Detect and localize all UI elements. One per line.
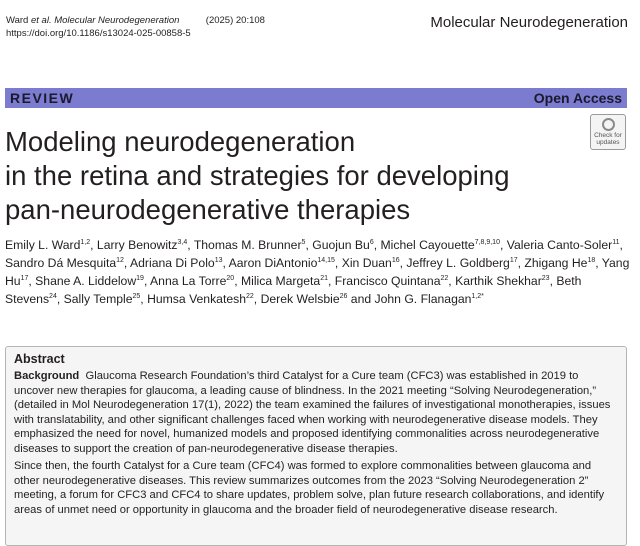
author-name[interactable]: Zhigang He (524, 256, 588, 270)
author-name[interactable]: Michel Cayouette (380, 238, 475, 252)
author-affiliation: 25 (132, 292, 141, 300)
author-affiliation: 14,15 (317, 256, 335, 264)
citation-journal: et al. Molecular Neurodegeneration (30, 15, 180, 26)
author-name[interactable]: Adriana Di Polo (130, 256, 215, 270)
author-name[interactable]: Sally Temple (63, 292, 133, 306)
author-name[interactable]: Karthik Shekhar (455, 274, 542, 288)
abstract-paragraph-1 (14, 369, 618, 456)
abstract-text-1: Glaucoma Research Foundation’s third Catalyst for a Cure team (CFC3) was established in 2019 to uncover new therapies for glaucoma, a leading cause of blindness. In the 2021 meeting “Solving Neurodegeneration,” (detailed in Mol Neurodegeneration 17(1), 2022) the team examined the failures of investigational monotherapies, issues with translatability, and other significant challenges faced when working with neurodegenerative disease models. They emphasized the need for novel, humanized models and proposed identifying commonalities across neurodegenerative diseases to support the creation of pan-neurodegenerative disease therapies. (14, 370, 611, 455)
author-affiliation: 18 (587, 256, 596, 264)
author-affiliation: 11 (612, 238, 620, 246)
author-name[interactable]: Valeria Canto-Soler (506, 238, 613, 252)
title-line-1: Modeling neurodegeneration (5, 126, 356, 157)
citation-block (6, 14, 265, 40)
author-name[interactable]: Xin Duan (341, 256, 392, 270)
author-affiliation: 24 (49, 292, 57, 300)
author-affiliation: 26 (339, 292, 348, 300)
author-affiliation: 7,8,9,10 (474, 238, 500, 246)
author-list: Emily L. Ward$^{1,2}$, Larry Benowitz$^{3,4}$, Thomas M. Brunner$^5$, Guojun Bu$^6$, Michel Cayouette$^{7,8,9,10}$, Valeria Canto-Soler$^{11}$, Sandro Dá Mesquita$^{12}$, Adriana Di Polo$^{13}$, Aaron DiAntonio$^{14,15}$, Xin Duan$^{16}$, Jeffrey L. Goldberg$^{17}$, Zhigang He$^{18}$, Yang Hu$^{17}$, Shane A. Liddelow$^{19}$, Anna La Torre$^{20}$, Milica Margeta$^{21}$, Francisco Quintana$^{22}$, Karthik Shekhar$^{23}$, Beth Stevens$^{24}$, Sally Temple$^{25}$, Humsa Venkatesh$^{22}$, Derek Welsbie$^{26}$ and John G. Flanagan$^{1,2*}$ (5, 238, 630, 306)
author-affiliation: 17 (20, 274, 29, 282)
author-name[interactable]: Beth Stevens (5, 274, 582, 306)
author-name[interactable]: Shane A. Liddelow (35, 274, 137, 288)
title-line-2: in the retina and strategies for developing (5, 160, 510, 191)
author-name[interactable]: Jeffrey L. Goldberg (406, 256, 510, 270)
author-name[interactable]: Anna La Torre (150, 274, 227, 288)
title-line-3: pan-neurodegenerative therapies (5, 194, 411, 225)
author-name[interactable]: Derek Welsbie (260, 292, 340, 306)
author-affiliation: 12 (116, 256, 124, 264)
journal-name: Molecular Neurodegeneration (430, 14, 628, 31)
author-affiliation: 3,4 (177, 238, 188, 246)
author-affiliation: 13 (214, 256, 223, 264)
check-for-updates-button[interactable] (590, 114, 626, 150)
author-affiliation: 1,2 (80, 238, 91, 246)
author-affiliation: 6 (369, 238, 374, 246)
abstract-heading: Abstract (14, 352, 65, 366)
author-affiliation: 20 (226, 274, 235, 282)
author-name[interactable]: John G. Flanagan (374, 292, 472, 306)
abstract-box (5, 346, 627, 546)
citation-year: (2025) 20:108 (205, 15, 265, 26)
author-name[interactable]: Francisco Quintana (334, 274, 441, 288)
author-affiliation: 23 (541, 274, 550, 282)
author-name[interactable]: Thomas M. Brunner (193, 238, 302, 252)
check-updates-line1: Check for (594, 132, 622, 139)
author-affiliation: 19 (136, 274, 144, 282)
abstract-paragraph-2: Since then, the fourth Catalyst for a Cure team (CFC4) was formed to explore commonalities between glaucoma and other neurodegenerative diseases. This review summarizes outcomes from the 2023 “Solving Neurodegeneration 2” meeting, a forum for CFC3 and CFC4 to share updates, problem solve, plan future research collaborations, and identify areas of unmet need or opportunity in glaucoma and the broader field of neurodegenerative disease research. (14, 460, 605, 516)
author-name[interactable]: Emily L. Ward (5, 238, 81, 252)
author-name[interactable]: Larry Benowitz (96, 238, 178, 252)
citation-authors: Ward (6, 15, 31, 26)
article-type-banner (5, 88, 627, 108)
article-title (5, 125, 585, 227)
check-updates-line2: updates (596, 139, 620, 146)
author-name[interactable]: Sandro Dá Mesquita (5, 256, 117, 270)
author-affiliation: 17 (509, 256, 518, 264)
citation-line (6, 14, 265, 27)
author-name[interactable]: Humsa Venkatesh (147, 292, 246, 306)
background-label: Background (14, 370, 80, 382)
author-affiliation: 22 (440, 274, 449, 282)
author-affiliation: 16 (391, 256, 400, 264)
author-name[interactable]: Milica Margeta (240, 274, 321, 288)
author-name[interactable]: Aaron DiAntonio (228, 256, 318, 270)
author-name[interactable]: Yang Hu (5, 256, 630, 288)
doi-link[interactable]: https://doi.org/10.1186/s13024-025-00858-5 (6, 28, 191, 39)
check-updates-icon (602, 118, 615, 131)
open-access-label: Open Access (533, 90, 622, 106)
author-name[interactable]: Guojun Bu (312, 238, 370, 252)
author-affiliation: 22 (246, 292, 254, 300)
author-affiliation: 21 (320, 274, 329, 282)
author-affiliation: 1,2* (471, 292, 484, 300)
author-affiliation: 5 (301, 238, 306, 246)
article-type-label: REVIEW (10, 90, 75, 106)
